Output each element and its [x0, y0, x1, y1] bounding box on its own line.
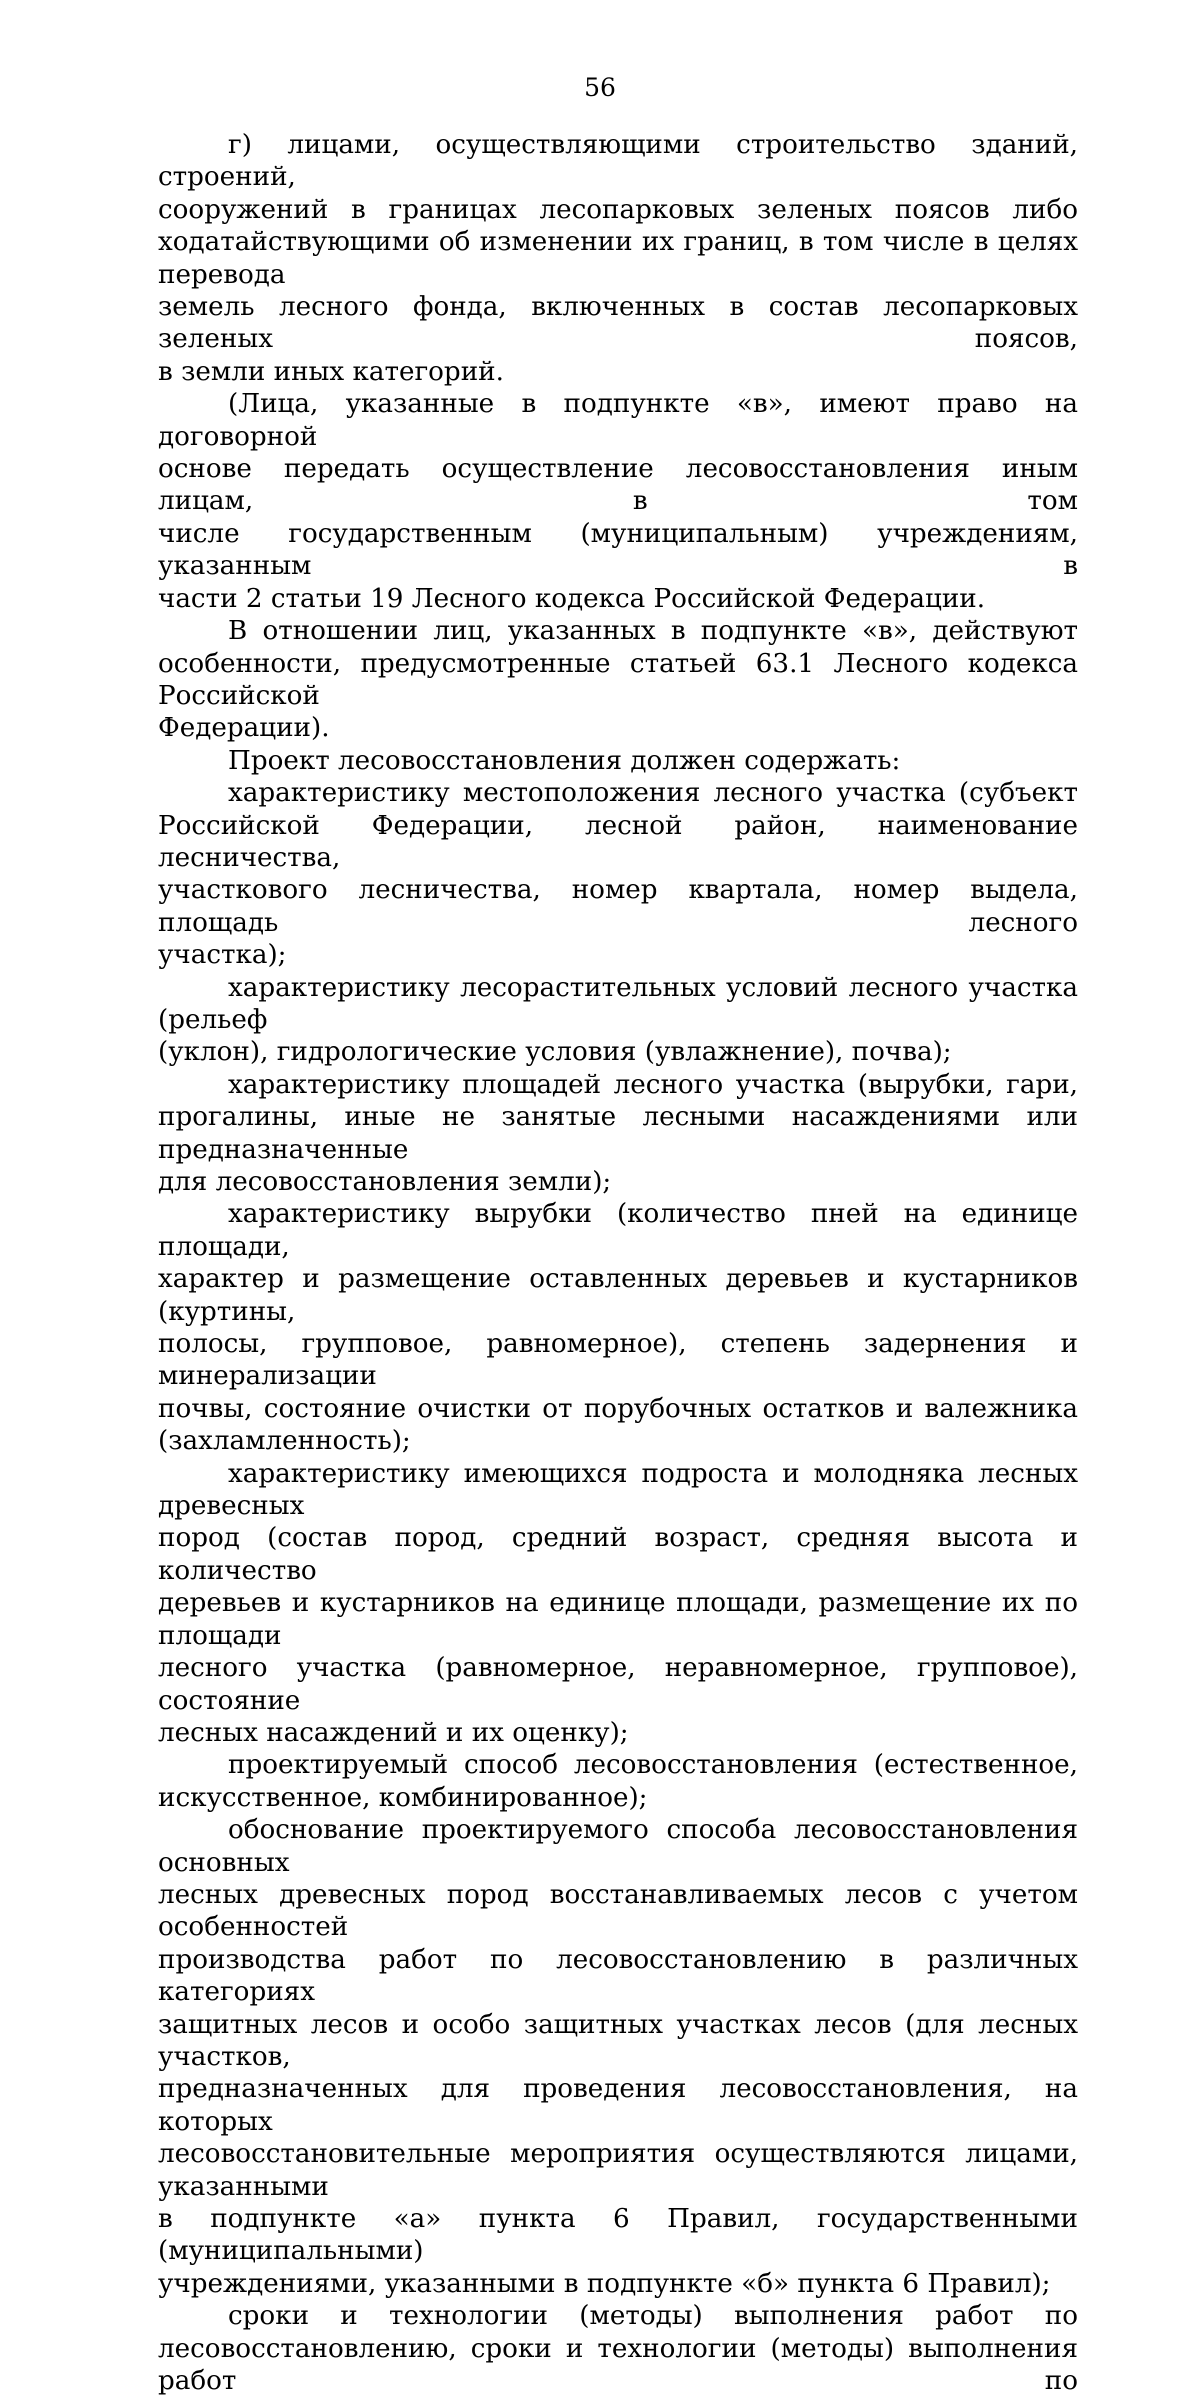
text-line: обоснование проектируемого способа лесовосстановления основных [158, 1815, 1078, 1878]
text-line: характер и размещение оставленных деревьев и кустарников (куртины, [158, 1264, 1078, 1327]
text-line: для лесовосстановления земли); [158, 1167, 612, 1197]
paragraph [158, 1814, 1078, 2300]
paragraph [158, 2300, 1078, 2397]
text-line: деревьев и кустарников на единице площади, размещение их по площади [158, 1588, 1078, 1651]
text-line: прогалины, иные не занятые лесными насаждениями или предназначенные [158, 1102, 1078, 1165]
text-line: г) лицами, осуществляющими строительство зданий, строений, [158, 130, 1078, 193]
text-line: особенности, предусмотренные статьей 63.1 Лесного кодекса Российской [158, 648, 1078, 711]
text-line: земель лесного фонда, включенных в состав лесопарковых зеленых поясов, [158, 292, 1078, 355]
text-line: участка); [158, 940, 287, 971]
text-line: Российской Федерации, лесной район, наименование лесничества, [158, 810, 1078, 873]
text-line: в подпункте «а» пункта 6 Правил, государственными (муниципальными) [158, 2204, 1078, 2267]
page-number: 56 [584, 73, 616, 102]
text-line: полосы, групповое, равномерное), степень задернения и минерализации [158, 1329, 1078, 1392]
paragraph [158, 615, 1078, 745]
text-line: характеристику имеющихся подроста и молодняка лесных древесных [158, 1458, 1078, 1522]
text-line: числе государственным (муниципальным) учреждениям, указанным в [158, 518, 1078, 582]
text-line: искусственное, комбинированное); [158, 1782, 648, 1813]
text-line: лесного участка (равномерное, неравномерное, групповое), состояние [158, 1653, 1078, 1716]
text-line: Проект лесовосстановления должен содержать: [228, 745, 901, 776]
text-line: части 2 статьи 19 Лесного кодекса Российской Федерации. [158, 583, 986, 614]
paragraph [158, 1458, 1078, 1750]
text-line: лесовосстановительные мероприятия осуществляются лицами, указанными [158, 2139, 1078, 2202]
text-line: проектируемый способ лесовосстановления (естественное, [228, 1750, 1078, 1781]
document-body [158, 129, 1078, 2397]
text-line: характеристику лесорастительных условий лесного участка (рельеф [158, 972, 1078, 1035]
paragraph [158, 777, 1078, 971]
text-line: ходатайствующими об изменении их границ, в том числе в целях перевода [158, 227, 1078, 290]
text-line: производства работ по лесовосстановлению в различных категориях [158, 1944, 1078, 2008]
text-line: Федерации). [158, 713, 330, 744]
text-line: характеристику вырубки (количество пней на единице площади, [158, 1199, 1078, 1262]
text-line: сроки и технологии (методы) выполнения работ по [228, 2301, 1078, 2332]
text-line: (захламленность); [158, 1426, 411, 1457]
text-line: предназначенных для проведения лесовосстановления, на которых [158, 2074, 1078, 2137]
text-line: участкового лесничества, номер квартала, номер выдела, площадь лесного [158, 875, 1078, 938]
text-line: лесовосстановлению, сроки и технологии (методы) выполнения работ по [158, 2333, 1078, 2397]
text-line: характеристику площадей лесного участка (вырубки, гари, [228, 1069, 1078, 1100]
text-line: защитных лесов и особо защитных участках лесов (для лесных участков, [158, 2009, 1078, 2072]
paragraph [158, 1198, 1078, 1457]
paragraph [158, 972, 1078, 1069]
paragraph [158, 1749, 1078, 1814]
text-line: сооружений в границах лесопарковых зеленых поясов либо [158, 194, 1078, 225]
paragraph [158, 129, 1078, 388]
text-line: характеристику местоположения лесного участка (субъект [228, 778, 1078, 809]
text-line: в земли иных категорий. [158, 356, 504, 387]
paragraph [158, 745, 1078, 777]
text-line: пород (состав пород, средний возраст, средняя высота и количество [158, 1523, 1078, 1586]
text-line: почвы, состояние очистки от порубочных остатков и валежника [158, 1393, 1078, 1424]
paragraph [158, 388, 1078, 615]
text-line: (Лица, указанные в подпункте «в», имеют право на договорной [158, 389, 1078, 452]
text-line: лесных древесных пород восстанавливаемых лесов с учетом особенностей [158, 1879, 1078, 1943]
text-line: В отношении лиц, указанных в подпункте «в», действуют [228, 616, 1078, 647]
text-line: лесных насаждений и их оценку); [158, 1717, 629, 1748]
paragraph [158, 1069, 1078, 1199]
text-line: основе передать осуществление лесовосстановления иным лицам, в том [158, 454, 1078, 517]
text-line: (уклон), гидрологические условия (увлажнение), почва); [158, 1037, 952, 1068]
text-line: учреждениями, указанными в подпункте «б» пункта 6 Правил); [158, 2268, 1051, 2299]
